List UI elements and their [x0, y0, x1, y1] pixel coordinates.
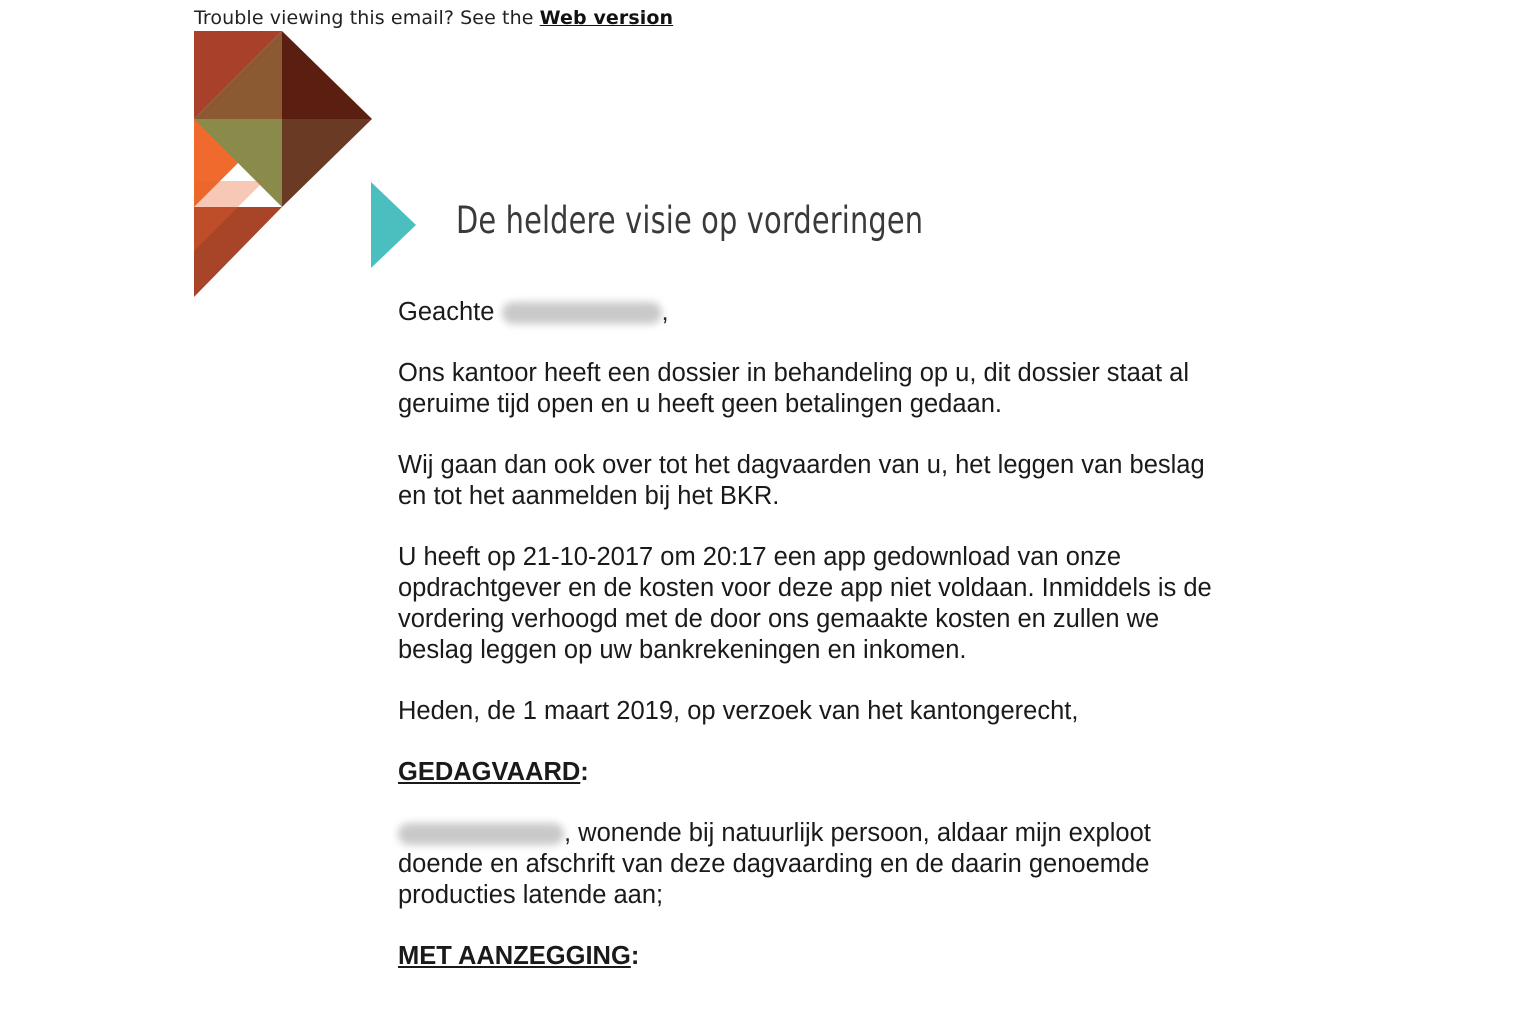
- preheader: [194, 7, 673, 29]
- heading-gedagvaard-colon: :: [580, 758, 589, 786]
- teal-arrow-icon: [371, 182, 416, 268]
- greeting-suffix: ,: [661, 298, 669, 326]
- paragraph-4: Heden, de 1 maart 2019, op verzoek van het kantongerecht,: [398, 697, 1079, 725]
- paragraph-2: Wij gaan dan ook over tot het dagvaarden van u, het leggen van beslag en tot het aanmelden bij het BKR.: [398, 451, 1205, 510]
- heading-met-aanzegging: [398, 941, 1228, 972]
- paragraph-5-text: , wonende bij natuurlijk persoon, aldaar mijn exploot doende en afschrift van deze dagvaarding en de daarin genoemde producties latende aan;: [398, 819, 1151, 909]
- greeting-word: Geachte: [398, 298, 495, 326]
- heading-met-aanzegging-colon: :: [630, 942, 640, 970]
- paragraph-1: Ons kantoor heeft een dossier in behandeling op u, dit dossier staat al geruime tijd open en u heeft geen betalingen gedaan.: [398, 359, 1190, 418]
- paragraph-3: U heeft op 21-10-2017 om 20:17 een app gedownload van onze opdrachtgever en de kosten voor deze app niet voldaan. Inmiddels is de vordering verhoogd met de door ons gemaakte kosten en zullen we beslag leggen op uw bankrekeningen en inkomen.: [398, 543, 1212, 664]
- redacted-name: [502, 302, 662, 324]
- logo-tile: [282, 119, 372, 207]
- logo-tile: [282, 31, 372, 119]
- letter-body: [398, 297, 1228, 1002]
- heading-gedagvaard-text: GEDAGVAARD: [398, 758, 581, 786]
- tagline: De heldere visie op vorderingen: [456, 199, 924, 242]
- redacted-name: [398, 823, 564, 845]
- heading-met-aanzegging-text: MET AANZEGGING: [398, 942, 631, 970]
- paragraph-5: [398, 818, 1228, 911]
- heading-gedagvaard: [398, 757, 1228, 788]
- mosaic-triangle-logo: [194, 31, 374, 297]
- preheader-text: Trouble viewing this email? See the: [194, 7, 540, 29]
- web-version-link[interactable]: Web version: [539, 7, 674, 29]
- greeting: [398, 297, 1228, 328]
